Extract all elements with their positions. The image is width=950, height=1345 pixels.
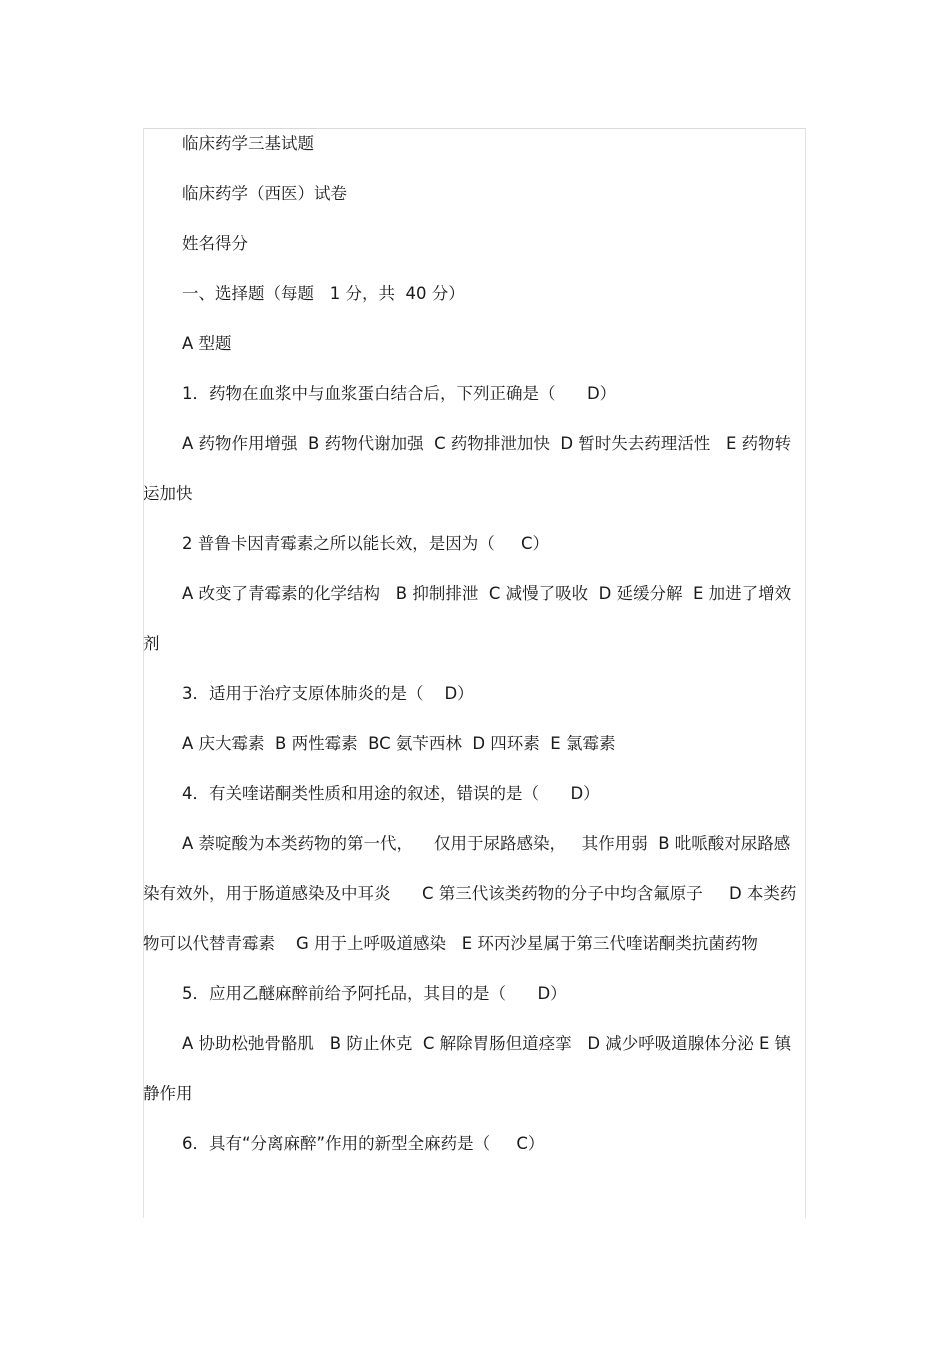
question-stem: 3．适用于治疗支原体肺炎的是（ D）: [182, 684, 474, 703]
question-options: A 萘啶酸为本类药物的第一代， 仅用于尿路感染， 其作用弱 B 吡哌酸对尿路感染有效外，用于肠道感染及中耳炎 C 第三代该类药物的分子中均含氟原子 D 本类药物可以代替青霉素 G 用于上呼吸道感染 E 环丙沙星属于第三代喹诺酮类抗菌药物: [143, 834, 797, 953]
question-options: A 庆大霉素 B 两性霉素 BC 氨苄西林 D 四环素 E 氯霉素: [182, 734, 616, 753]
question-stem: 5．应用乙醚麻醉前给予阿托品，其目的是（ D）: [182, 984, 567, 1003]
document-title: 临床药学三基试题: [182, 134, 314, 153]
question-options: A 改变了青霉素的化学结构 B 抑制排泄 C 减慢了吸收 D 延缓分解 E 加进了增效剂: [143, 584, 792, 653]
question-stem: 2 普鲁卡因青霉素之所以能长效，是因为（ C）: [182, 534, 549, 553]
type-heading: A 型题: [182, 334, 232, 353]
question-stem: 6．具有“分离麻醉”作用的新型全麻药是（ C）: [182, 1134, 545, 1153]
name-score-line: 姓名得分: [182, 234, 248, 253]
section-heading: 一、选择题（每题 1 分，共 40 分）: [182, 284, 465, 303]
question-stem: 1．药物在血浆中与血浆蛋白结合后，下列正确是（ D）: [182, 384, 617, 403]
question-options: A 协助松弛骨骼肌 B 防止休克 C 解除胃肠但道痉挛 D 减少呼吸道腺体分泌 E 镇静作用: [143, 1034, 792, 1103]
document-body: [143, 128, 806, 1169]
document-subtitle: 临床药学（西医）试卷: [182, 184, 347, 203]
question-stem: 4．有关喹诺酮类性质和用途的叙述，错误的是（ D）: [182, 784, 600, 803]
question-options: A 药物作用增强 B 药物代谢加强 C 药物排泄加快 D 暂时失去药理活性 E 药物转运加快: [143, 434, 792, 503]
